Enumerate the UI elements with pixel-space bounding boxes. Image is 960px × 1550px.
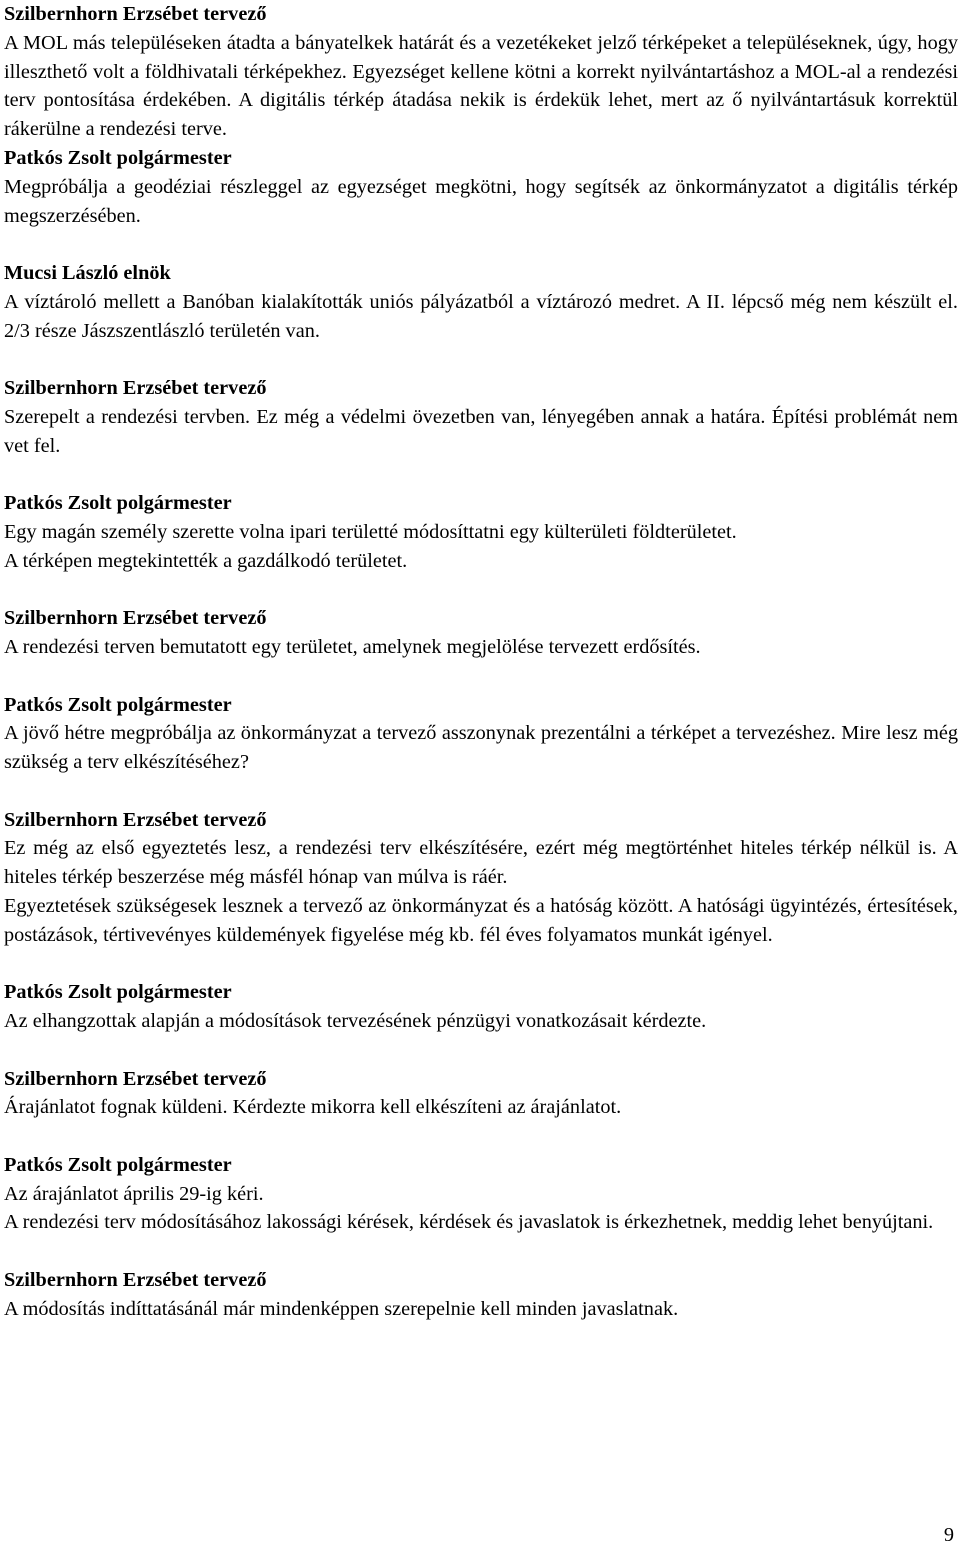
spacer xyxy=(4,777,958,806)
spacer xyxy=(4,1237,958,1266)
entry xyxy=(4,374,958,460)
paragraph: A jövő hétre megpróbálja az önkormányzat a tervező asszonynak prezentálni a térképet a tervezéshez. Mire lesz még szükség a terv elkészítéséhez? xyxy=(4,722,958,774)
spacer xyxy=(4,662,958,691)
paragraph: Az elhangzottak alapján a módosítások tervezésének pénzügyi vonatkozásait kérdezte. xyxy=(4,1010,707,1033)
speaker-name: Patkós Zsolt polgármester xyxy=(4,146,232,169)
entry xyxy=(4,259,958,345)
spacer xyxy=(4,1036,958,1065)
paragraph: Egy magán személy szerette volna ipari területté módosíttatni egy külterületi földterületet. xyxy=(4,521,737,544)
entry xyxy=(4,489,958,575)
paragraph: A térképen megtekintették a gazdálkodó területet. xyxy=(4,549,408,572)
speaker-name: Patkós Zsolt polgármester xyxy=(4,981,232,1004)
page-number: 9 xyxy=(943,1524,954,1546)
spacer xyxy=(4,230,958,259)
paragraph: Árajánlatot fognak küldeni. Kérdezte mikorra kell elkészíteni az árajánlatot. xyxy=(4,1096,622,1119)
entry xyxy=(4,978,958,1036)
paragraph: Megpróbálja a geodéziai részleggel az egyezséget megkötni, hogy segítsék az önkormányzatot a digitális térkép megszerzésében. xyxy=(4,175,958,227)
spacer xyxy=(4,576,958,605)
speaker-name: Patkós Zsolt polgármester xyxy=(4,693,232,716)
spacer xyxy=(4,1122,958,1151)
paragraph: Ez még az első egyeztetés lesz, a rendezési terv elkészítésére, ezért még megtörténhet hiteles térkép nélkül is. A hiteles térkép beszerzése még másfél hónap van múlva is ráér. xyxy=(4,837,958,889)
entry xyxy=(4,0,958,144)
speaker-name: Patkós Zsolt polgármester xyxy=(4,492,232,515)
paragraph: Az árajánlatot április 29-ig kéri. xyxy=(4,1182,264,1205)
entry xyxy=(4,144,958,230)
paragraph: A rendezési terv módosításához lakossági kérések, kérdések és javaslatok is érkezhetnek, meddig lehet benyújtani. xyxy=(4,1211,934,1234)
speaker-name: Patkós Zsolt polgármester xyxy=(4,1153,232,1176)
document-page xyxy=(4,0,958,1324)
speaker-name: Szilbernhorn Erzsébet tervező xyxy=(4,1268,267,1291)
entry xyxy=(4,604,958,662)
speaker-name: Mucsi László elnök xyxy=(4,262,171,285)
spacer xyxy=(4,345,958,374)
speaker-name: Szilbernhorn Erzsébet tervező xyxy=(4,808,267,831)
paragraph: Szerepelt a rendezési tervben. Ez még a védelmi övezetben van, lényegében annak a határa. Építési problémát nem vet fel. xyxy=(4,405,958,457)
paragraph: A rendezési terven bemutatott egy területet, amelynek megjelölése tervezett erdősítés. xyxy=(4,636,701,659)
speaker-name: Szilbernhorn Erzsébet tervező xyxy=(4,377,267,400)
entry xyxy=(4,1065,958,1123)
paragraph: A módosítás indíttatásánál már mindenképpen szerepelnie kell minden javaslatnak. xyxy=(4,1297,679,1320)
spacer xyxy=(4,950,958,979)
speaker-name: Szilbernhorn Erzsébet tervező xyxy=(4,607,267,630)
entry xyxy=(4,691,958,777)
paragraph: Egyeztetések szükségesek lesznek a tervező az önkormányzat és a hatóság között. A hatósági ügyintézés, értesítések, postázások, tértivevényes küldemények figyelése még kb. fél éves folyamatos munkát igényel. xyxy=(4,895,958,946)
entry xyxy=(4,1266,958,1324)
speaker-name: Szilbernhorn Erzsébet tervező xyxy=(4,3,267,25)
paragraph: A víztároló mellett a Banóban kialakították uniós pályázatból a víztározó medret. A II. lépcső még nem készült el. 2/3 része Jászszentlászló területén van. xyxy=(4,290,958,342)
speaker-name: Szilbernhorn Erzsébet tervező xyxy=(4,1067,267,1090)
spacer xyxy=(4,461,958,490)
entry xyxy=(4,1151,958,1237)
paragraph: A MOL más településeken átadta a bányatelkek határát és a vezetékeket jelző térképeket a településeknek, úgy, hogy illeszthető volt a földhivatali térképekhez. Egyezséget kellene kötni a korrekt nyilvántartáshoz a MOL-al a rendezési terv pontosítása érdekében. A digitális térkép átadása nekik is érdekük lehet, mert az ő nyilvántartásuk korrektül rákerülne a rendezési terve. xyxy=(4,31,958,141)
entry xyxy=(4,806,958,950)
